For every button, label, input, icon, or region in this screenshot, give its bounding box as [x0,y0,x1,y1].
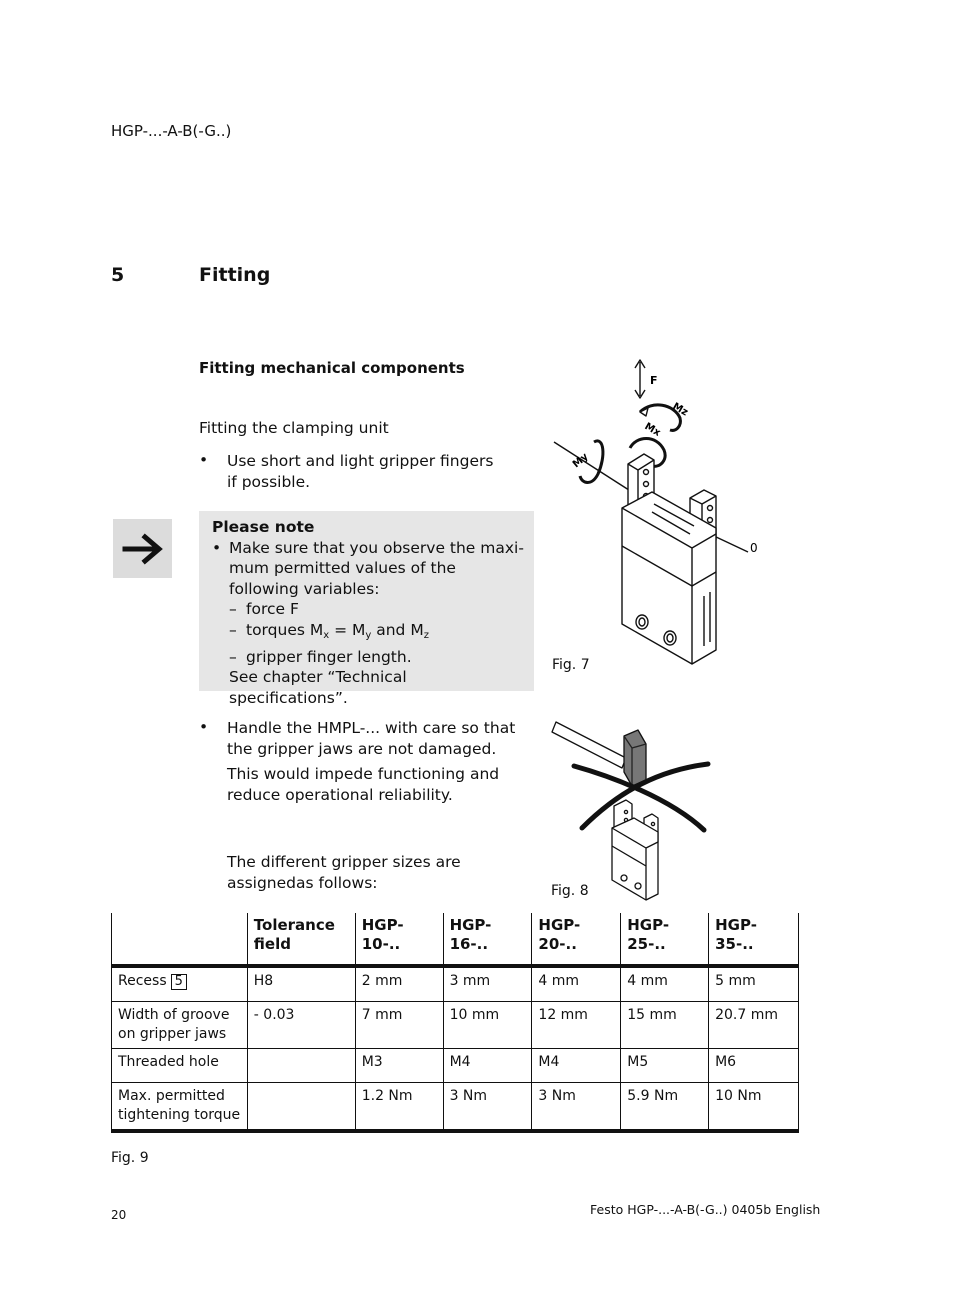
arrow-right-icon [121,531,165,567]
table-header-cell: HGP-16-.. [443,913,532,966]
table-row-label: Threaded hole [112,1049,248,1083]
table-cell: M4 [532,1049,621,1083]
figure-9-caption: Fig. 9 [111,1150,149,1166]
table-header-cell: HGP-20-.. [532,913,621,966]
table-cell: 10 Nm [709,1083,799,1132]
table-header-cell: Tolerance field [247,913,355,966]
table-cell: - 0.03 [247,1002,355,1049]
note-see-chapter: See chapter “Technical specifications”. [229,668,407,707]
table-cell: M3 [355,1049,443,1083]
note-dash-force: – force F [229,600,299,619]
footer-document-info: Festo HGP-...-A-B(-G..) 0405b English [590,1202,821,1217]
table-cell: M6 [709,1049,799,1083]
note-bullet: • Make sure that you observe the maximum permitted values of the following variables: [212,538,524,598]
figure-8-hammer-warning [550,718,720,904]
table-cell: 5 mm [709,966,799,1002]
table-cell: 4 mm [532,966,621,1002]
fig7-label-my: My [570,451,591,471]
note-arrow-box [113,519,172,578]
table-row-label: Width of groove on gripper jaws [112,1002,248,1049]
table-header-cell [112,913,248,966]
figure-7-gripper-drawing [548,356,768,674]
bullet-handle-hmpl: Handle the HMPL-... with care so that the gripper jaws are not damaged. [227,719,516,758]
bullet-gripper-fingers: Use short and light gripper fingers if possible. [227,452,494,491]
table-cell: 5.9 Nm [621,1083,709,1132]
table-header-cell: HGP-10-.. [355,913,443,966]
table-row-label: Max. permitted tightening torque [112,1083,248,1132]
paragraph-gripper-sizes: The different gripper sizes are assignedas follows: [227,853,461,892]
table-header-cell: HGP-25-.. [621,913,709,966]
table-cell: H8 [247,966,355,1002]
table-cell: 7 mm [355,1002,443,1049]
table-cell: 4 mm [621,966,709,1002]
page-number: 20 [111,1208,127,1222]
table-cell: 10 mm [443,1002,532,1049]
table-cell: 3 Nm [532,1083,621,1132]
note-dash-finger-length: – gripper finger length. [229,647,412,666]
fig7-label-mz: Mz [670,401,690,419]
table-cell: 12 mm [532,1002,621,1049]
bullet-mark: • [199,718,209,736]
table-row [112,1002,799,1049]
note-dash-torques: – torques $M_x = M_y$ and $M_z$ [229,620,429,641]
note-box [199,511,534,707]
figure-7-caption: Fig. 7 [552,657,590,673]
section-number: 5 [111,264,125,286]
intro-heading: Fitting the clamping unit [199,419,389,437]
bullet-mark: • [199,451,209,469]
table-cell: M5 [621,1049,709,1083]
table-cell [247,1049,355,1083]
table-row [112,1083,799,1132]
fig7-label-mx: Mx [642,421,663,439]
section-title: Fitting [199,264,271,286]
gripper-size-table [111,913,799,1133]
subsection-title: Fitting mechanical components [199,359,465,377]
fig7-label-f: F [650,374,658,387]
table-header-cell: HGP-35-.. [709,913,799,966]
note-title: Please note [212,518,315,536]
note-text: Make sure that you observe the maximum permitted values of the following variables: [229,538,524,598]
table-cell: 15 mm [621,1002,709,1049]
table-cell: 3 Nm [443,1083,532,1132]
table-header-row [112,913,799,966]
table-cell [247,1083,355,1132]
paragraph-reliability: This would impede functioning and reduce operational reliability. [227,765,500,804]
figure-8-caption: Fig. 8 [551,883,589,899]
document-header-title: HGP-...-A-B(-G..) [111,122,232,140]
table-row-label: Recess 5 [112,966,248,1002]
table-cell: 2 mm [355,966,443,1002]
table-cell: M4 [443,1049,532,1083]
recess-reference-number: 5 [171,974,187,990]
table-cell: 3 mm [443,966,532,1002]
table-cell: 20.7 mm [709,1002,799,1049]
table-row [112,966,799,1002]
fig7-label-zero: 0 [750,541,758,555]
table-cell: 1.2 Nm [355,1083,443,1132]
table-row [112,1049,799,1083]
